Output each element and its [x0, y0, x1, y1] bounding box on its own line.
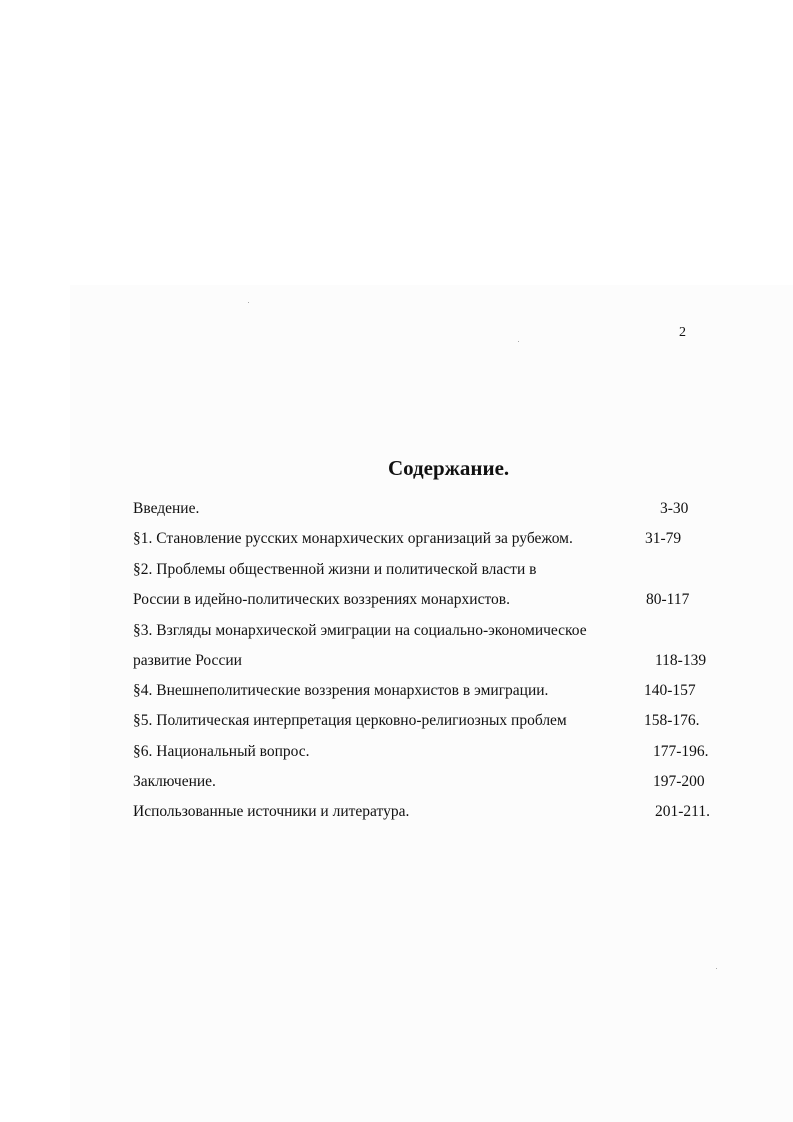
toc-entry-pages: 118-139 [655, 652, 707, 669]
toc-entry-text: развитие России [133, 652, 242, 669]
toc-entry-text: Введение. [133, 500, 200, 517]
toc-entry-pages: 177-196. [653, 743, 709, 760]
toc-entry-pages: 31-79 [645, 530, 682, 547]
toc-entry-text: Использованные источники и литература. [133, 803, 410, 820]
toc-entry-text: §1. Становление русских монархических организаций за рубежом. [133, 530, 573, 547]
scanned-sheet [70, 285, 793, 1122]
toc-entry-text: Заключение. [133, 773, 216, 790]
scan-speck [518, 341, 519, 342]
scan-speck [716, 968, 717, 969]
toc-entry-text: §5. Политическая интерпретация церковно-религиозных проблем [133, 712, 567, 729]
toc-entry-text: §4. Внешнеполитические воззрения монархистов в эмиграции. [133, 682, 549, 699]
toc-entry-pages: 3-30 [660, 500, 689, 517]
toc-entry-text: §2. Проблемы общественной жизни и политической власти в [133, 561, 537, 578]
toc-entry-pages: 80-117 [646, 591, 690, 608]
toc-entry-text: России в идейно-политических воззрениях монархистов. [133, 591, 510, 608]
toc-entry-pages: 158-176. [644, 712, 700, 729]
toc-entry-pages: 197-200 [653, 773, 705, 790]
toc-entry-pages: 201-211. [655, 803, 710, 820]
toc-entry-text: §6. Национальный вопрос. [133, 743, 310, 760]
toc-entry-text: §3. Взгляды монархической эмиграции на социально-экономическое [133, 622, 587, 639]
toc-title: Содержание. [388, 456, 510, 480]
toc-entry-pages: 140-157 [644, 682, 696, 699]
scan-speck [248, 302, 249, 303]
page-number: 2 [679, 325, 686, 340]
